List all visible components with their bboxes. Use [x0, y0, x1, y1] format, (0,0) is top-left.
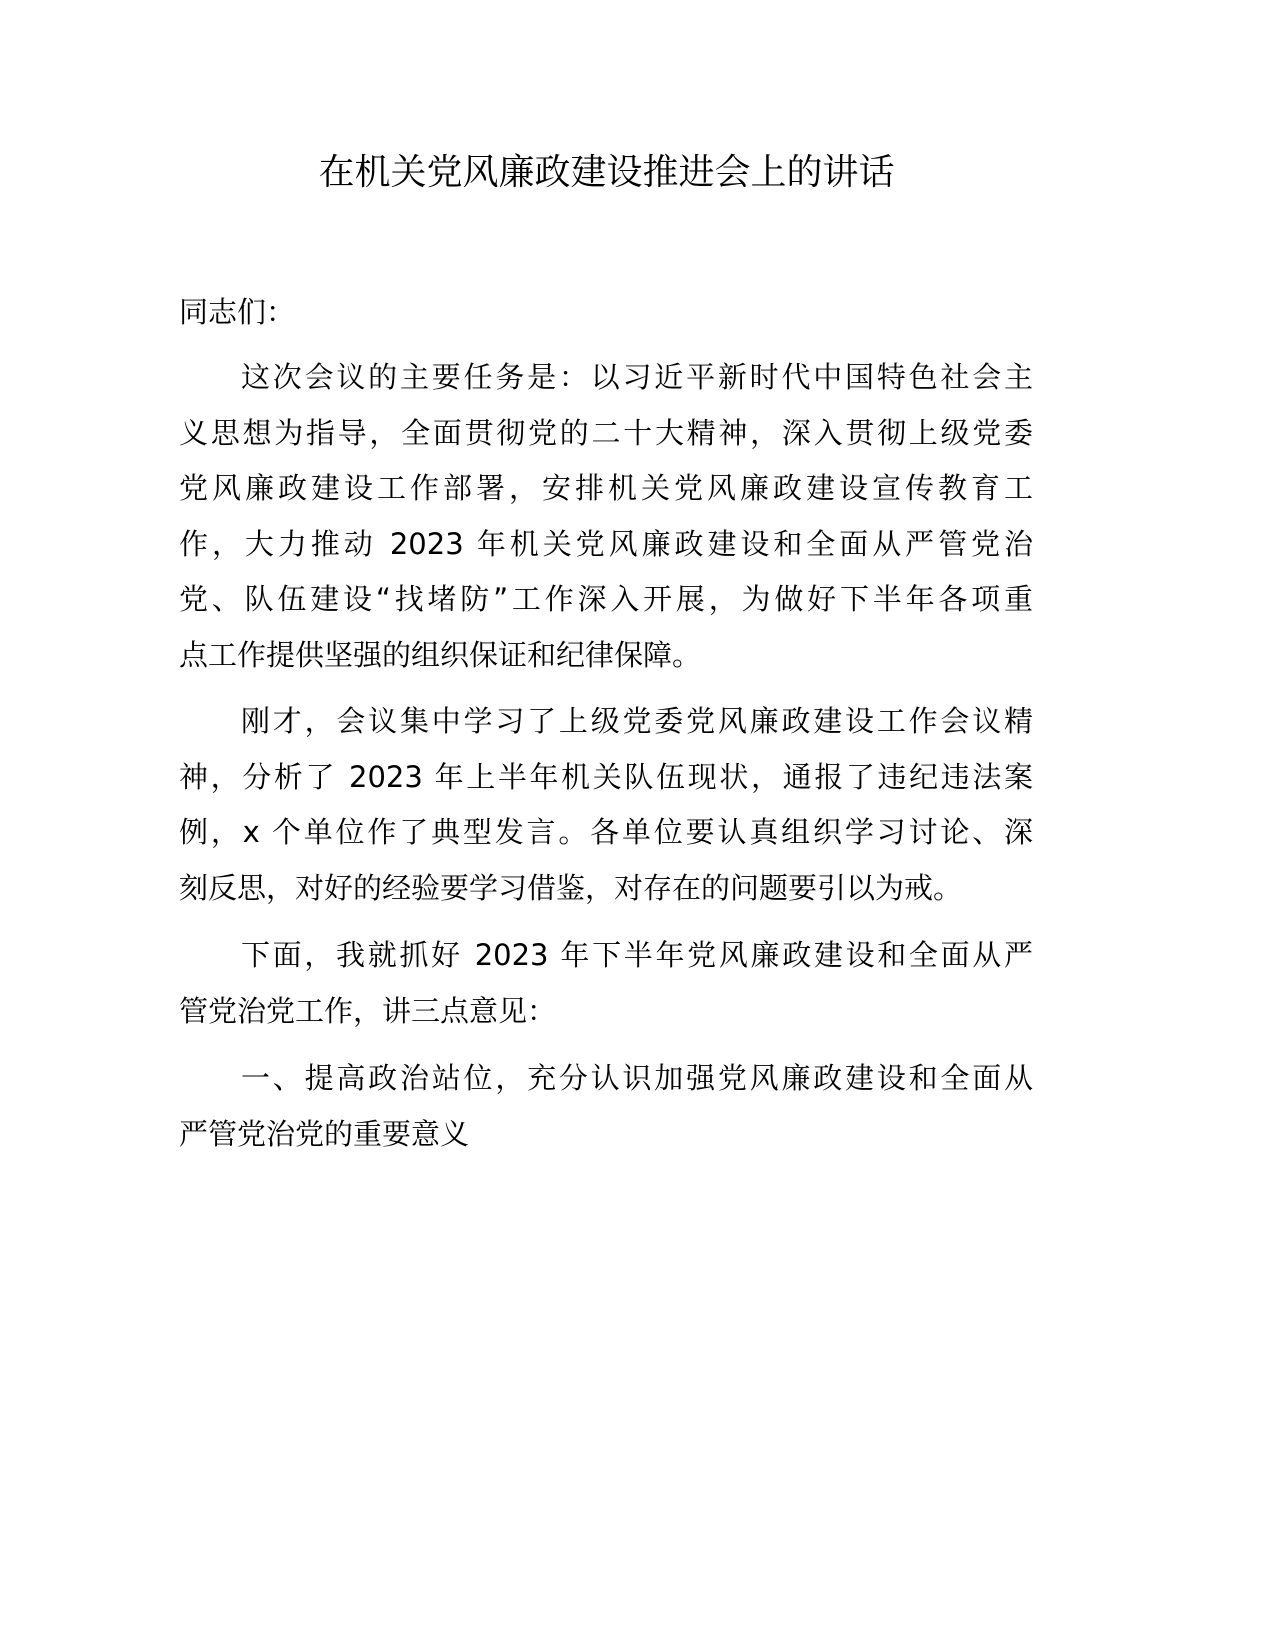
document-title: 在机关党风廉政建设推进会上的讲话 — [318, 152, 895, 193]
paragraph-line: 作，大力推动 2023 年机关党风廉政建设和全面从严管党治 — [179, 526, 1033, 561]
paragraph-line: 神，分析了 2023 年上半年机关队伍现状，通报了违纪违法案 — [179, 759, 1033, 794]
paragraph-line: 义思想为指导，全面贯彻党的二十大精神，深入贯彻上级党委 — [179, 415, 1033, 450]
paragraph-line: 刚才，会议集中学习了上级党委党风廉政建设工作会议精 — [241, 704, 1033, 738]
paragraph-line: 党、队伍建设“找堵防”工作深入开展，为做好下半年各项重 — [179, 582, 1033, 616]
paragraph-line: 例，x 个单位作了典型发言。各单位要认真组织学习讨论、深 — [179, 815, 1033, 849]
paragraph-review — [179, 694, 1033, 916]
paragraph-line: 这次会议的主要任务是：以习近平新时代中国特色社会主 — [241, 360, 1033, 394]
paragraph-line: 一、提高政治站位，充分认识加强党风廉政建设和全面从 — [241, 1061, 1033, 1095]
paragraph-line: 管党治党工作，讲三点意见： — [179, 993, 557, 1028]
paragraph-line: 刻反思，对好的经验要学习借鉴，对存在的问题要引以为戒。 — [179, 870, 963, 905]
paragraph-tasks — [179, 350, 1033, 683]
paragraph-line: 下面，我就抓好 2023 年下半年党风廉政建设和全面从严 — [241, 938, 1033, 972]
section-heading-1 — [179, 1051, 1033, 1162]
paragraph-intro — [179, 928, 1033, 1039]
paragraph-line: 党风廉政建设工作部署，安排机关党风廉政建设宣传教育工 — [179, 471, 1033, 505]
greeting: 同志们： — [179, 295, 296, 329]
paragraph-line: 严管党治党的重要意义 — [179, 1116, 470, 1151]
paragraph-line: 点工作提供坚强的组织保证和纪律保障。 — [179, 637, 702, 672]
